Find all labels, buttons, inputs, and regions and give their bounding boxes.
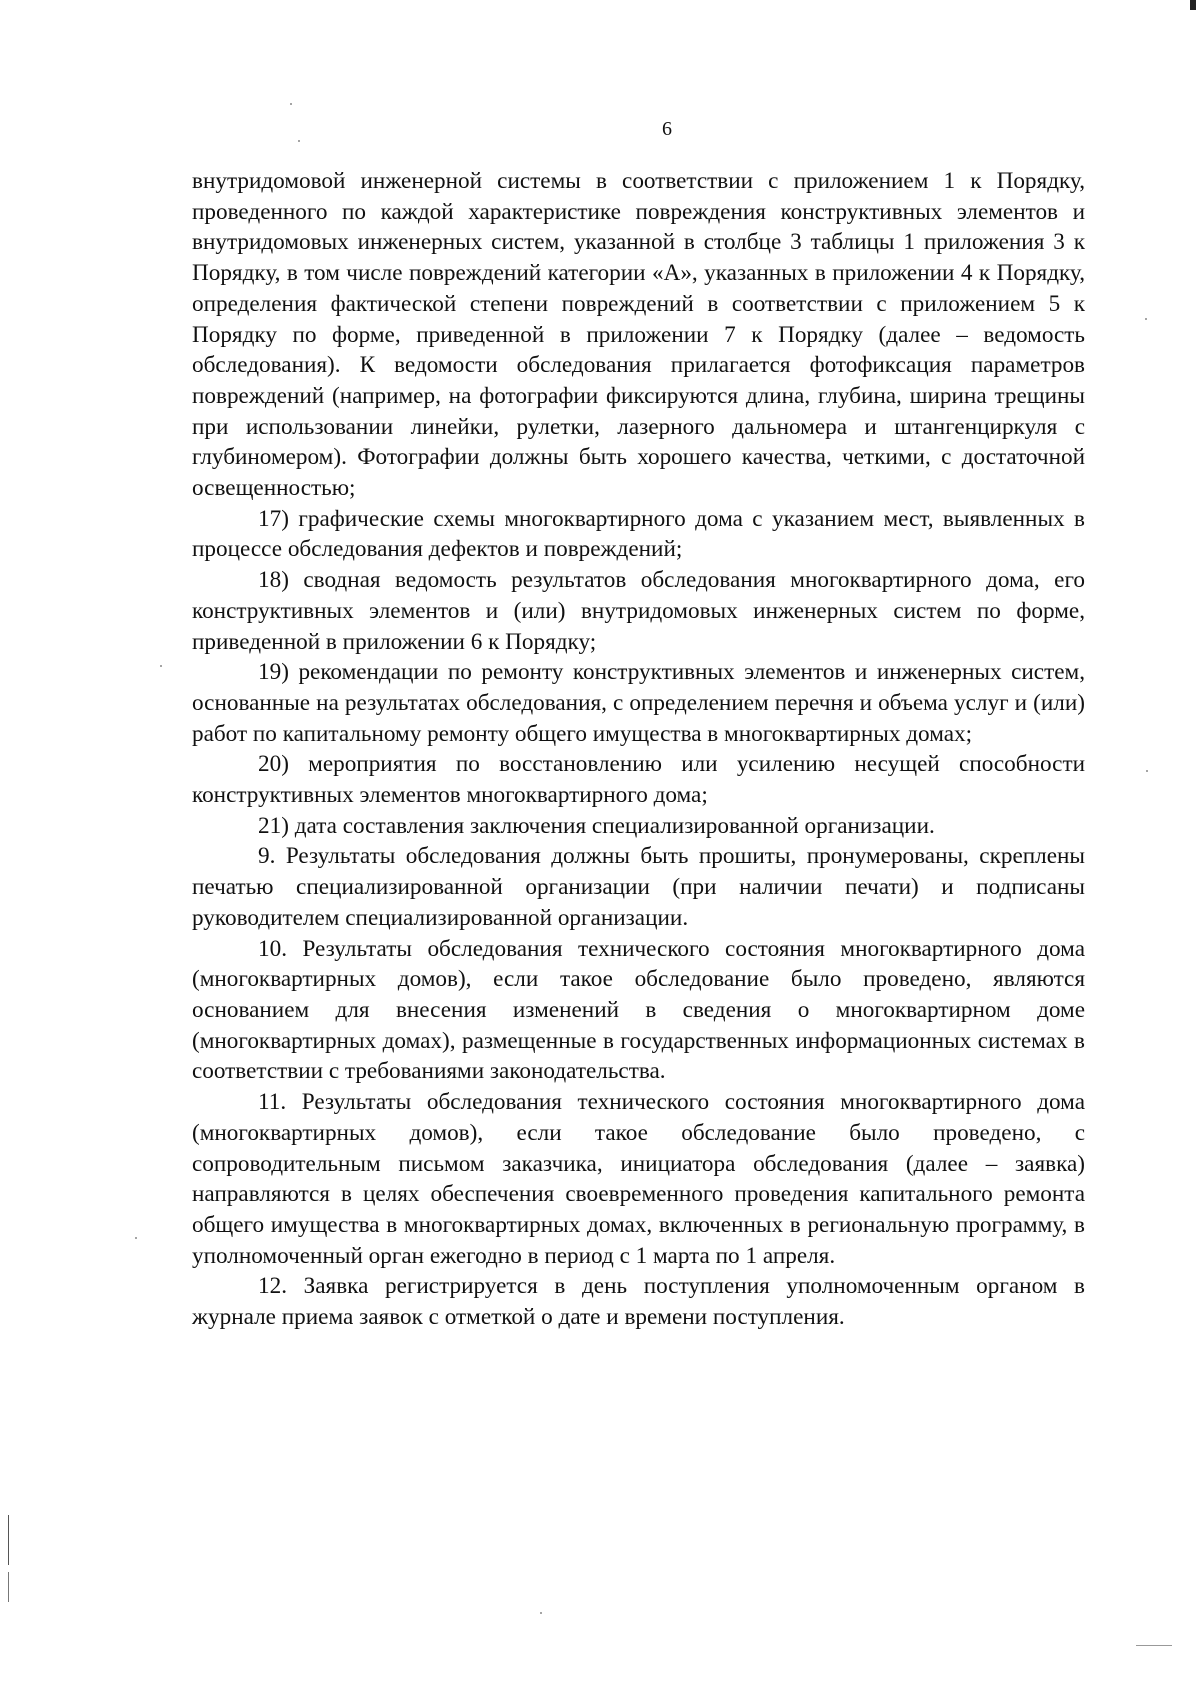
paragraph-clause-9: 9. Результаты обследования должны быть прошиты, пронумерованы, скреплены печатью специализированной организации (при наличии печати) и подписаны руководителем специализированной организации.: [192, 843, 1085, 931]
scan-corner-line: [1136, 1645, 1172, 1646]
scan-margin-line: [8, 1515, 9, 1565]
scan-speck: [1145, 318, 1147, 320]
paragraph-item-19: 19) рекомендации по ремонту конструктивных элементов и инженерных систем, основанные на результатах обследования, с определением перечня и объема услуг и (или) работ по капитальному ремонту общего имущества в многоквартирных домах;: [192, 659, 1085, 747]
scan-speck: [1146, 770, 1148, 772]
scan-speck: [298, 140, 300, 142]
paragraph-clause-12: 12. Заявка регистрируется в день поступления уполномоченным органом в журнале приема заявок с отметкой о дате и времени поступления.: [192, 1273, 1085, 1331]
paragraph-item-17: 17) графические схемы многоквартирного дома с указанием мест, выявленных в процессе обследования дефектов и повреждений;: [192, 505, 1085, 563]
paragraph-item-18: 18) сводная ведомость результатов обследования многоквартирного дома, его конструктивных элементов и (или) внутридомовых инженерных систем по форме, приведенной в приложении 6 к Порядку;: [192, 567, 1085, 655]
paragraph-item-20: 20) мероприятия по восстановлению или усилению несущей способности конструктивных элементов многоквартирного дома;: [192, 751, 1085, 809]
scan-speck: [135, 1237, 137, 1239]
document-body: [192, 166, 1085, 1333]
scan-speck: [160, 665, 162, 667]
paragraph-continuation: внутридомовой инженерной системы в соответствии с приложением 1 к Порядку, проведенного по каждой характеристике повреждения конструктивных элементов и внутридомовых инженерных систем, указанной в столбце 3 таблицы 1 приложения 3 к Порядку, в том числе повреждений категории «А», указанных в приложении 4 к Порядку, определения фактической степени повреждений в соответствии с приложением 5 к Порядку по форме, приведенной в приложении 7 к Порядку (далее – ведомость обследования). К ведомости обследования прилагается фотофиксация параметров повреждений (например, на фотографии фиксируются длина, глубина, ширина трещины при использовании линейки, рулетки, лазерного дальномера и штангенциркуля с глубиномером). Фотографии должны быть хорошего качества, четкими, с достаточной освещенностью;: [192, 168, 1085, 502]
scan-speck: [290, 103, 292, 105]
paragraph-item-21: 21) дата составления заключения специализированной организации.: [258, 812, 935, 839]
paragraph-clause-10: 10. Результаты обследования технического состояния многоквартирного дома (многоквартирных домов), если такое обследование было проведено, являются основанием для внесения изменений в сведения о многоквартирном доме (многоквартирных домах), размещенные в государственных информационных системах в соответствии с требованиями законодательства.: [192, 935, 1085, 1085]
scan-margin-line: [8, 1572, 9, 1602]
paragraph-clause-11: 11. Результаты обследования технического состояния многоквартирного дома (многоквартирных домов), если такое обследование было проведено, с сопроводительным письмом заказчика, инициатора обследования (далее – заявка) направляются в целях обеспечения своевременного проведения капитального ремонта общего имущества в многоквартирных домах, включенных в региональную программу, в уполномоченный орган ежегодно в период с 1 марта по 1 апреля.: [192, 1089, 1085, 1269]
scan-speck: [540, 1612, 542, 1614]
scan-edge-mark: [1190, 0, 1196, 10]
page-number: 6: [662, 118, 672, 140]
